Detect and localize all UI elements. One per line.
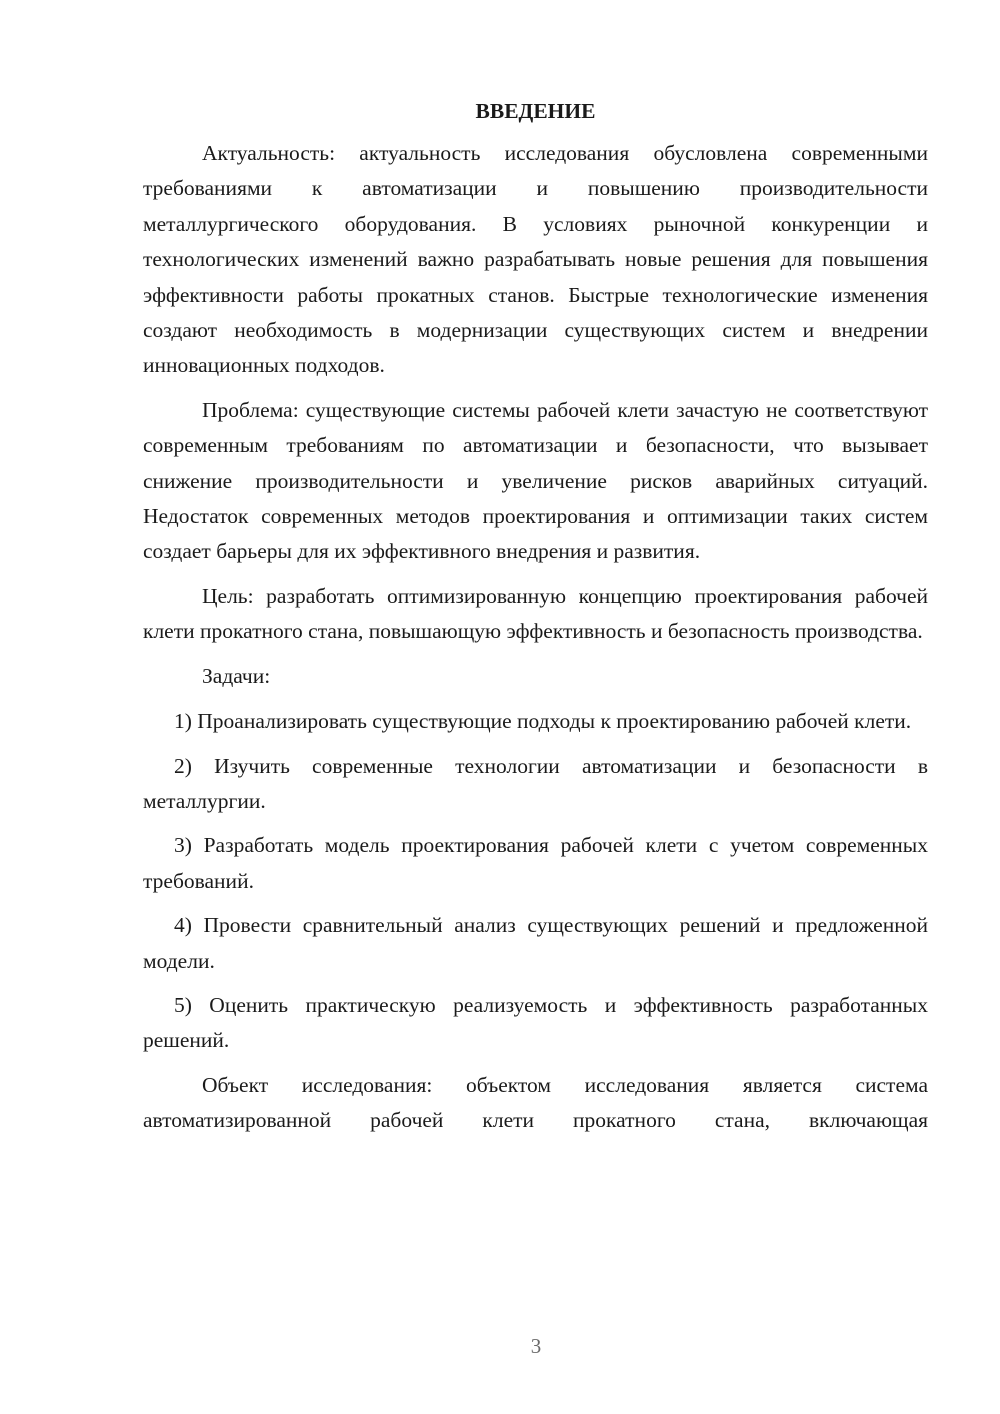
task-item-3: 3) Разработать модель проектирования рабочей клети с учетом современных требований. [143, 833, 928, 893]
task-item-1: 1) Проанализировать существующие подходы к проектированию рабочей клети. [174, 709, 912, 734]
page-number: 3 [530, 1334, 542, 1358]
page-title: ВВЕДЕНИЕ [475, 99, 596, 123]
task-item-2: 2) Изучить современные технологии автоматизации и безопасности в металлургии. [143, 753, 928, 813]
object-paragraph: Объект исследования: объектом исследования является система автоматизированной рабочей клети прокатного стана, включающая [143, 1072, 928, 1133]
task-item-5: 5) Оценить практическую реализуемость и эффективность разработанных решений. [143, 992, 928, 1053]
problem-paragraph: Проблема: существующие системы рабочей клети зачастую не соответствуют современным требованиям по автоматизации и безопасности, что вызывает снижение производительности и увеличение рисков аварийных ситуаций. Недостаток современных методов проектирования и оптимизации таких систем создает барьеры для их эффективного внедрения и развития. [143, 397, 928, 564]
task-list [143, 704, 928, 1059]
task-item-4: 4) Провести сравнительный анализ существующих решений и предложенной модели. [143, 913, 928, 973]
page-body [143, 96, 928, 1148]
relevance-paragraph: Актуальность: актуальность исследования обусловлена современными требованиями к автоматизации и повышению производительности металлургического оборудования. В условиях рыночной конкуренции и технологических изменений важно разрабатывать новые решения для повышения эффективности работы прокатных станов. Быстрые технологические изменения создают необходимость в модернизации существующих систем и внедрении инновационных подходов. [143, 141, 928, 378]
goal-paragraph: Цель: разработать оптимизированную концепцию проектирования рабочей клети прокатного стана, повышающую эффективность и безопасность производства. [143, 583, 928, 644]
tasks-heading: Задачи: [202, 663, 271, 688]
